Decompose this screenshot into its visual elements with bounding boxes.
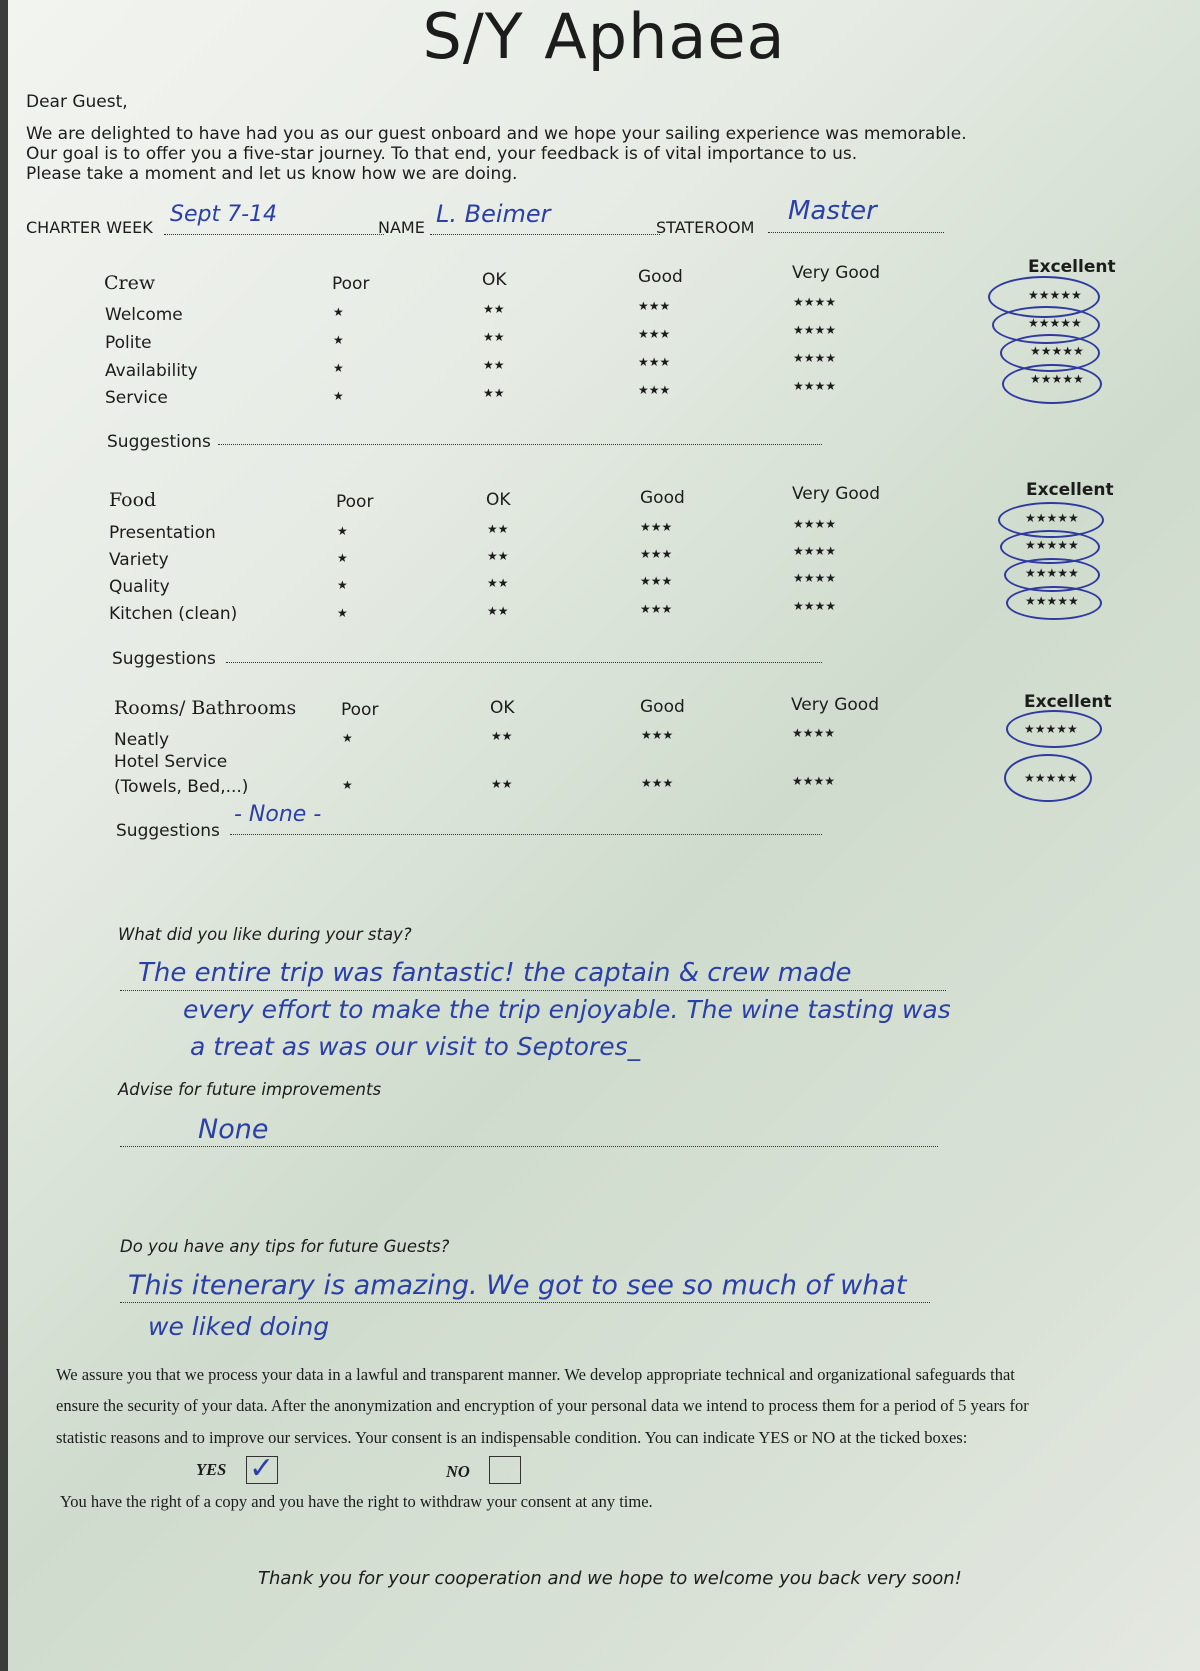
rating-3[interactable]: ★★★ [638,355,671,369]
rating-5[interactable]: ★★★★★ [1028,288,1082,302]
selected-circle [1002,364,1102,404]
rating-2[interactable]: ★★ [491,777,513,791]
question-liked: What did you like during your stay? [118,925,412,944]
answer-tips-2: we liked doing [148,1312,330,1341]
rating-3[interactable]: ★★★ [640,520,673,534]
header-poor: Poor [332,274,370,294]
consent-yes-checkbox[interactable] [246,1451,278,1486]
rating-3[interactable]: ★★★ [638,299,671,313]
rating-4[interactable]: ★★★★ [793,571,837,585]
item-hotel-service: Hotel Service [114,752,228,772]
rating-5[interactable]: ★★★★★ [1025,511,1079,525]
rating-2[interactable]: ★★ [487,604,509,618]
header-good: Good [638,267,683,287]
item-availability: Availability [105,361,198,381]
item-polite: Polite [105,333,152,353]
header-good: Good [640,488,685,508]
rating-5[interactable]: ★★★★★ [1024,771,1078,785]
stateroom-field[interactable] [768,196,944,233]
consent-line-2: ensure the security of your data. After the anonymization and encryption of your personal data we intend to process them for a period of 5 years for [56,1396,1029,1415]
suggestions-field-food[interactable] [226,640,822,663]
answer-tips-1: This itenerary is amazing. We got to see so much of what [128,1270,907,1301]
rating-3[interactable]: ★★★ [641,728,674,742]
thank-you-message: Thank you for your cooperation and we hope to welcome you back very soon! [258,1568,962,1589]
rating-2[interactable]: ★★ [487,576,509,590]
item-service: Service [105,388,168,408]
suggestions-label-food: Suggestions [112,649,216,669]
intro-line-2: Our goal is to offer you a five-star journey. To that end, your feedback is of vital importance to us. [26,144,858,164]
rating-2[interactable]: ★★ [483,386,505,400]
rating-3[interactable]: ★★★ [640,547,673,561]
answer-improvements: None [198,1114,269,1145]
stateroom-label: STATEROOM [656,218,755,237]
rating-2[interactable]: ★★ [487,522,509,536]
consent-no-checkbox[interactable] [489,1456,521,1484]
suggestions-label-crew: Suggestions [107,432,211,452]
suggestions-field-rooms[interactable] [230,802,822,835]
consent-rights: You have the right of a copy and you have the right to withdraw your consent at any time. [60,1492,653,1511]
item-variety: Variety [109,550,169,570]
rating-4[interactable]: ★★★★ [793,295,837,309]
suggestions-label-rooms: Suggestions [116,821,220,841]
charter-week-label: CHARTER WEEK [26,218,153,237]
rating-1[interactable]: ★ [333,305,344,319]
rating-1[interactable]: ★ [333,389,344,403]
header-very-good: Very Good [792,484,880,504]
answer-liked-3: a treat as was our visit to Septores_ [190,1032,641,1061]
item-kitchen-clean: Kitchen (clean) [109,604,238,624]
rating-2[interactable]: ★★ [483,302,505,316]
rating-2[interactable]: ★★ [483,358,505,372]
item-neatly: Neatly [114,730,170,750]
rating-1[interactable]: ★ [337,606,348,620]
charter-week-field[interactable] [164,202,384,235]
rating-5[interactable]: ★★★★★ [1025,538,1079,552]
rating-3[interactable]: ★★★ [640,574,673,588]
answer-liked-2: every effort to make the trip enjoyable. The wine tasting was [183,995,951,1024]
rating-5[interactable]: ★★★★★ [1025,566,1079,580]
intro-line-3: Please take a moment and let us know how we are doing. [26,164,518,184]
rating-1[interactable]: ★ [342,731,353,745]
question-improvements: Advise for future improvements [118,1080,382,1099]
rating-4[interactable]: ★★★★ [793,351,837,365]
header-excellent: Excellent [1024,692,1112,712]
header-poor: Poor [336,492,374,512]
header-good: Good [640,697,685,717]
rating-1[interactable]: ★ [333,333,344,347]
feedback-form [8,0,1200,1671]
header-very-good: Very Good [792,263,880,283]
consent-line-3: statistic reasons and to improve our services. Your consent is an indispensable condition. You can indicate YES or NO at the ticked boxes: [56,1428,968,1447]
rating-4[interactable]: ★★★★ [793,379,837,393]
header-very-good: Very Good [791,695,879,715]
header-poor: Poor [341,700,379,720]
consent-no-label: NO [446,1462,470,1481]
header-excellent: Excellent [1026,480,1114,500]
category-rooms-bathrooms: Rooms/ Bathrooms [114,697,297,719]
rating-1[interactable]: ★ [337,551,348,565]
rating-2[interactable]: ★★ [491,729,513,743]
consent-yes-label: YES [196,1460,227,1479]
rating-4[interactable]: ★★★★ [793,323,837,337]
selected-circle [1006,586,1102,620]
rating-5[interactable]: ★★★★★ [1025,594,1079,608]
category-crew: Crew [104,272,156,294]
category-food: Food [109,489,157,511]
header-ok: OK [486,490,511,510]
item-quality: Quality [109,577,170,597]
rating-3[interactable]: ★★★ [638,327,671,341]
rating-2[interactable]: ★★ [487,549,509,563]
name-field[interactable] [430,200,660,235]
selected-circle [1006,710,1102,748]
item-welcome: Welcome [105,305,183,325]
rating-5[interactable]: ★★★★★ [1030,344,1084,358]
question-tips: Do you have any tips for future Guests? [120,1237,450,1256]
rating-1[interactable]: ★ [333,361,344,375]
rating-5[interactable]: ★★★★★ [1030,372,1084,386]
suggestions-value-rooms: - None - [234,802,322,827]
suggestions-field-crew[interactable] [218,422,822,445]
rating-3[interactable]: ★★★ [638,383,671,397]
rating-4[interactable]: ★★★★ [793,544,837,558]
item-towels-bed: (Towels, Bed,...) [114,777,249,797]
rating-5[interactable]: ★★★★★ [1028,316,1082,330]
form-title: S/Y Aphaea [422,0,786,73]
item-presentation: Presentation [109,523,216,543]
rating-1[interactable]: ★ [342,778,353,792]
rating-4[interactable]: ★★★★ [793,599,837,613]
rating-1[interactable]: ★ [337,578,348,592]
selected-circle [1004,754,1092,802]
header-ok: OK [482,270,507,290]
consent-line-1: We assure you that we process your data in a lawful and transparent manner. We develop appropriate technical and organizational safeguards that [56,1365,1015,1384]
rating-1[interactable]: ★ [337,524,348,538]
rating-3[interactable]: ★★★ [641,776,674,790]
stateroom-value: Master [788,196,877,226]
intro-line-1: We are delighted to have had you as our guest onboard and we hope your sailing experience was memorable. [26,124,967,144]
rating-2[interactable]: ★★ [483,330,505,344]
rating-3[interactable]: ★★★ [640,602,673,616]
greeting: Dear Guest, [26,92,128,112]
rating-4[interactable]: ★★★★ [792,726,836,740]
charter-week-value: Sept 7-14 [170,202,278,227]
name-label: NAME [378,218,425,237]
checkmark-icon: ✓ [249,1451,275,1486]
answer-liked-1: The entire trip was fantastic! the captain & crew made [138,958,852,988]
rating-4[interactable]: ★★★★ [792,774,836,788]
name-value: L. Beimer [436,200,551,228]
header-ok: OK [490,698,515,718]
header-excellent: Excellent [1028,257,1116,277]
rating-4[interactable]: ★★★★ [793,517,837,531]
rating-5[interactable]: ★★★★★ [1024,722,1078,736]
